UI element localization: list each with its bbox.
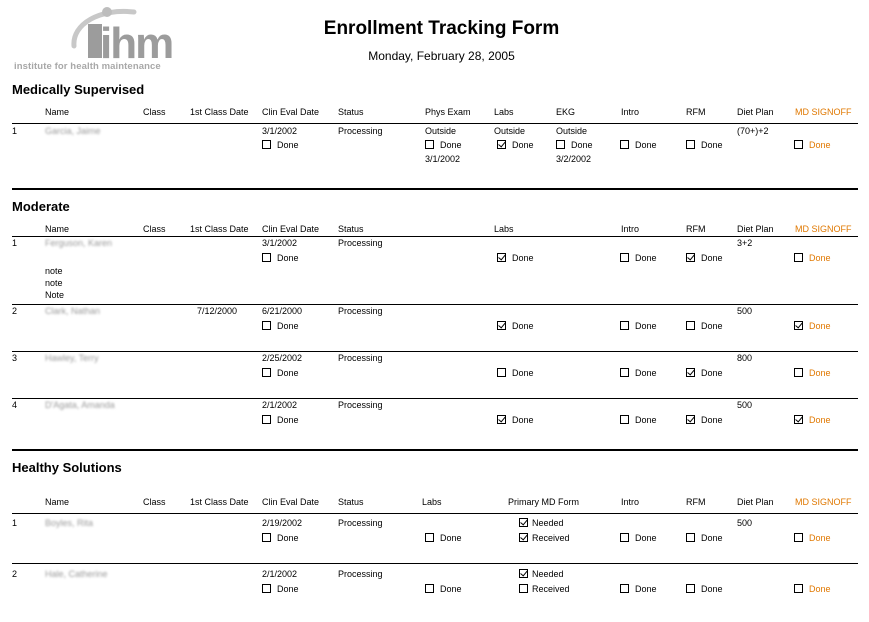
col-header-class: Class — [143, 107, 166, 117]
patient-name: D'Agata, Amanda — [45, 400, 115, 410]
col-header-md-signoff: MD SIGNOFF — [795, 107, 852, 117]
row-divider — [12, 563, 858, 564]
status: Processing — [338, 400, 383, 410]
header-divider — [12, 513, 858, 514]
row-number: 1 — [12, 126, 18, 136]
clin-eval-date: 2/1/2002 — [262, 569, 298, 579]
section-divider — [12, 449, 858, 451]
phys-exam-status: Outside — [425, 126, 457, 136]
note: note — [45, 278, 63, 288]
primary-md-needed-checkbox[interactable]: Needed — [519, 518, 564, 529]
intro-done-checkbox[interactable]: Done — [620, 415, 657, 426]
patient-name: Garcia, Jaime — [45, 126, 101, 136]
row-number: 4 — [12, 400, 18, 410]
first-class-date: 7/12/2000 — [197, 306, 238, 316]
col-header-first-class-date: 1st Class Date — [190, 107, 249, 117]
intro-done-checkbox[interactable]: Done — [620, 368, 657, 379]
clin-eval-date: 2/25/2002 — [262, 353, 303, 363]
rfm-done-checkbox[interactable]: Done — [686, 368, 723, 379]
md-signoff-done-checkbox[interactable]: Done — [794, 415, 831, 426]
rfm-done-checkbox[interactable]: Done — [686, 584, 723, 595]
md-signoff-done-checkbox[interactable]: Done — [794, 584, 831, 595]
section-title-medically-supervised: Medically Supervised — [12, 82, 145, 97]
clin-eval-done-checkbox[interactable]: Done — [262, 140, 299, 151]
diet-plan: 500 — [737, 518, 753, 528]
row-number: 1 — [12, 518, 18, 528]
col-header-clin-eval-date: Clin Eval Date — [262, 497, 320, 507]
labs-done-checkbox[interactable]: Done — [497, 140, 534, 151]
labs-done-checkbox[interactable]: Done — [425, 533, 462, 544]
col-header-class: Class — [143, 224, 166, 234]
clin-eval-date: 6/21/2000 — [262, 306, 303, 316]
note: Note — [45, 290, 65, 300]
col-header-labs: Labs — [494, 107, 514, 117]
row-number: 2 — [12, 306, 18, 316]
patient-name: Clark, Nathan — [45, 306, 101, 316]
labs-status: Outside — [494, 126, 526, 136]
row-divider — [12, 398, 858, 399]
org-name: institute for health maintenance — [14, 61, 161, 72]
row-number: 2 — [12, 569, 18, 579]
col-header-labs: Labs — [422, 497, 442, 507]
primary-md-received-checkbox[interactable]: Received — [519, 584, 570, 595]
md-signoff-done-checkbox[interactable]: Done — [794, 321, 831, 332]
status: Processing — [338, 238, 383, 248]
primary-md-received-checkbox[interactable]: Received — [519, 533, 570, 544]
col-header-name: Name — [45, 224, 70, 234]
clin-eval-date: 3/1/2002 — [262, 126, 298, 136]
section-title-moderate: Moderate — [12, 199, 70, 214]
section-divider — [12, 188, 858, 190]
col-header-intro: Intro — [621, 224, 640, 234]
intro-done-checkbox[interactable]: Done — [620, 584, 657, 595]
col-header-labs: Labs — [494, 224, 514, 234]
diet-plan: (70+)+2 — [737, 126, 769, 136]
clin-eval-done-checkbox[interactable]: Done — [262, 321, 299, 332]
rfm-done-checkbox[interactable]: Done — [686, 533, 723, 544]
col-header-diet-plan: Diet Plan — [737, 107, 774, 117]
clin-eval-done-checkbox[interactable]: Done — [262, 253, 299, 264]
col-header-name: Name — [45, 107, 70, 117]
rfm-done-checkbox[interactable]: Done — [686, 140, 723, 151]
md-signoff-done-checkbox[interactable]: Done — [794, 140, 831, 151]
col-header-phys-exam: Phys Exam — [425, 107, 471, 117]
col-header-rfm: RFM — [686, 107, 706, 117]
col-header-md-signoff: MD SIGNOFF — [795, 497, 852, 507]
status: Processing — [338, 126, 383, 136]
clin-eval-date: 2/19/2002 — [262, 518, 303, 528]
col-header-name: Name — [45, 497, 70, 507]
patient-name: Ferguson, Karen — [45, 238, 113, 248]
col-header-diet-plan: Diet Plan — [737, 224, 774, 234]
note: note — [45, 266, 63, 276]
labs-done-checkbox[interactable]: Done — [497, 415, 534, 426]
status: Processing — [338, 569, 383, 579]
col-header-status: Status — [338, 224, 364, 234]
labs-done-checkbox[interactable]: Done — [425, 584, 462, 595]
patient-name: Hale, Catherine — [45, 569, 108, 579]
patient-name: Hawley, Terry — [45, 353, 99, 363]
row-number: 1 — [12, 238, 18, 248]
col-header-intro: Intro — [621, 107, 640, 117]
status: Processing — [338, 306, 383, 316]
page-title: Enrollment Tracking Form — [323, 18, 560, 39]
col-header-first-class-date: 1st Class Date — [190, 497, 249, 507]
header-divider — [12, 236, 858, 237]
col-header-class: Class — [143, 497, 166, 507]
col-header-rfm: RFM — [686, 224, 706, 234]
clin-eval-done-checkbox[interactable]: Done — [262, 533, 299, 544]
section-title-healthy-solutions: Healthy Solutions — [12, 460, 122, 475]
col-header-ekg: EKG — [556, 107, 576, 117]
clin-eval-date: 3/1/2002 — [262, 238, 298, 248]
intro-done-checkbox[interactable]: Done — [620, 321, 657, 332]
row-number: 3 — [12, 353, 18, 363]
phys-exam-done-checkbox[interactable]: Done — [425, 140, 462, 151]
clin-eval-date: 2/1/2002 — [262, 400, 298, 410]
clin-eval-done-checkbox[interactable]: Done — [262, 415, 299, 426]
col-header-intro: Intro — [621, 497, 640, 507]
col-header-first-class-date: 1st Class Date — [190, 224, 249, 234]
intro-done-checkbox[interactable]: Done — [620, 140, 657, 151]
md-signoff-done-checkbox[interactable]: Done — [794, 253, 831, 264]
header-divider — [12, 123, 858, 124]
col-header-status: Status — [338, 497, 364, 507]
logo-wordmark: ihm — [100, 19, 173, 68]
col-header-clin-eval-date: Clin Eval Date — [262, 107, 320, 117]
ekg-date: 3/2/2002 — [556, 154, 592, 164]
clin-eval-done-checkbox[interactable]: Done — [262, 584, 299, 595]
labs-done-checkbox[interactable]: Done — [497, 321, 534, 332]
ekg-done-checkbox[interactable]: Done — [556, 140, 593, 151]
md-signoff-done-checkbox[interactable]: Done — [794, 368, 831, 379]
col-header-md-signoff: MD SIGNOFF — [795, 224, 852, 234]
col-header-diet-plan: Diet Plan — [737, 497, 774, 507]
status: Processing — [338, 353, 383, 363]
rfm-done-checkbox[interactable]: Done — [686, 415, 723, 426]
report-date: Monday, February 28, 2005 — [368, 49, 515, 63]
md-signoff-done-checkbox[interactable]: Done — [794, 533, 831, 544]
intro-done-checkbox[interactable]: Done — [620, 533, 657, 544]
rfm-done-checkbox[interactable]: Done — [686, 321, 723, 332]
status: Processing — [338, 518, 383, 528]
col-header-rfm: RFM — [686, 497, 706, 507]
intro-done-checkbox[interactable]: Done — [620, 253, 657, 264]
diet-plan: 500 — [737, 306, 753, 316]
patient-name: Boyles, Rita — [45, 518, 94, 528]
row-divider — [12, 351, 858, 352]
row-divider — [12, 304, 858, 305]
clin-eval-done-checkbox[interactable]: Done — [262, 368, 299, 379]
col-header-primary-md-form: Primary MD Form — [508, 497, 579, 507]
col-header-clin-eval-date: Clin Eval Date — [262, 224, 320, 234]
col-header-status: Status — [338, 107, 364, 117]
primary-md-needed-checkbox[interactable]: Needed — [519, 569, 564, 580]
labs-done-checkbox[interactable]: Done — [497, 368, 534, 379]
ekg-status: Outside — [556, 126, 588, 136]
diet-plan: 3+2 — [737, 238, 753, 248]
diet-plan: 800 — [737, 353, 753, 363]
rfm-done-checkbox[interactable]: Done — [686, 253, 723, 264]
labs-done-checkbox[interactable]: Done — [497, 253, 534, 264]
diet-plan: 500 — [737, 400, 753, 410]
phys-exam-date: 3/1/2002 — [425, 154, 461, 164]
